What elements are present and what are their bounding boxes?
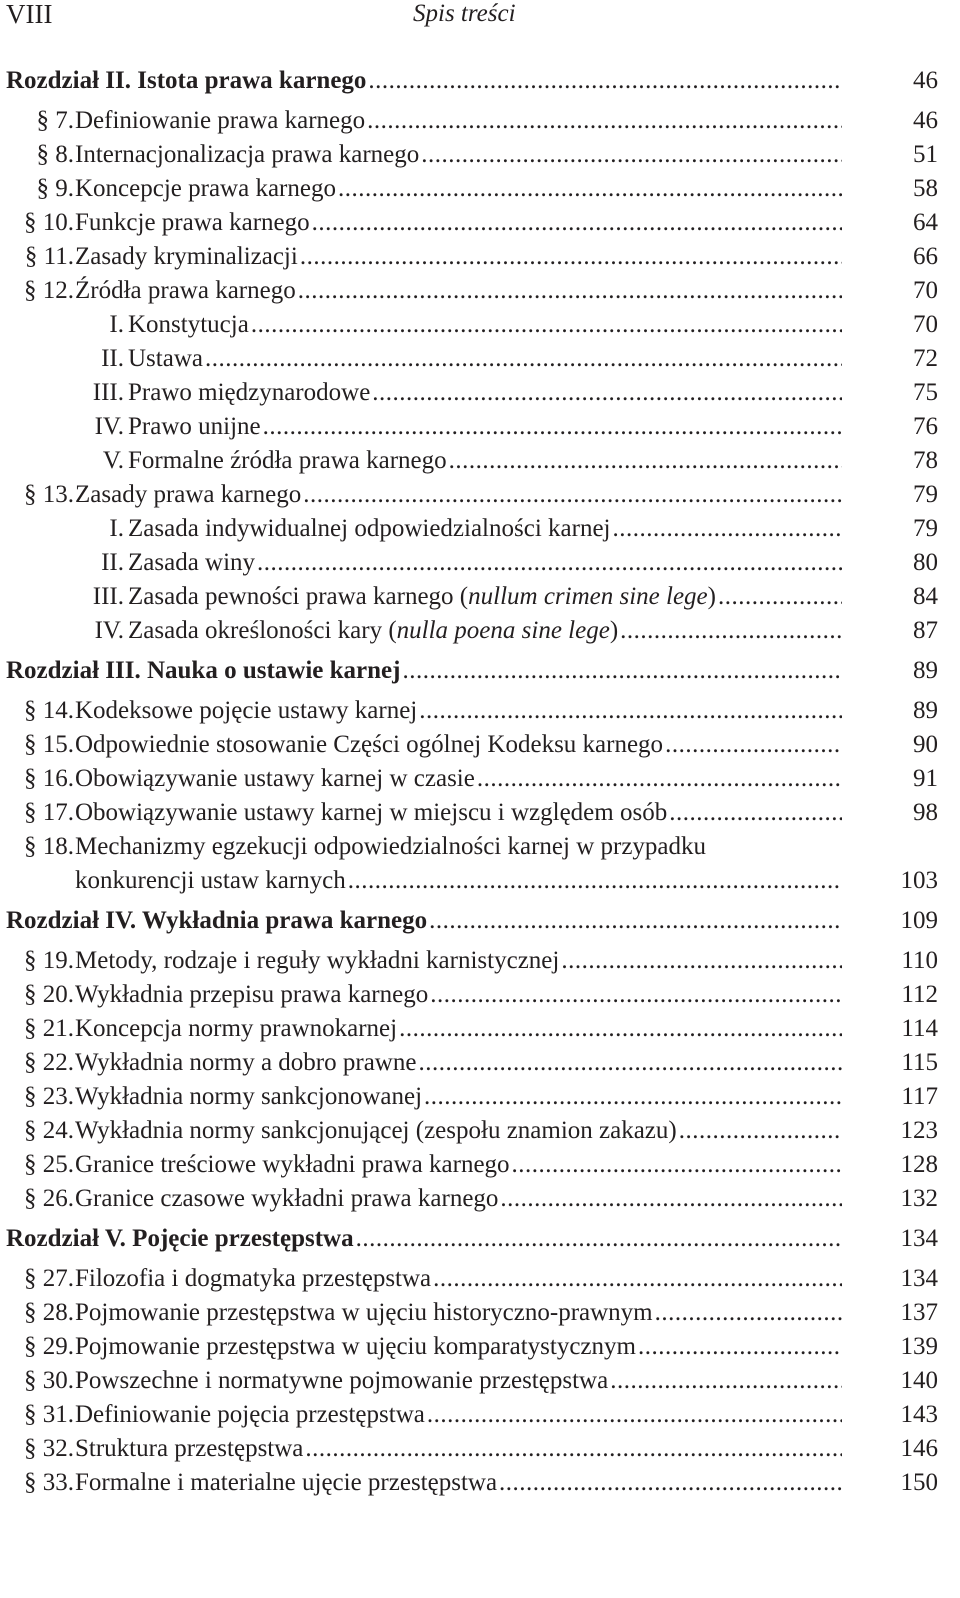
entry-title [128, 580, 716, 614]
page-reference: 115 [901, 1049, 938, 1076]
dot-leader [679, 1114, 842, 1148]
toc-section-entry [0, 728, 960, 762]
page-reference: 91 [913, 765, 938, 792]
entry-title [128, 614, 618, 648]
section-number: § 22. [24, 1049, 74, 1076]
toc-chapter-entry [0, 654, 960, 688]
dot-leader [638, 1330, 842, 1364]
section-number: § 26. [24, 1185, 74, 1212]
toc-subsection-entry [0, 614, 960, 648]
entry-title-text: Wykładnia normy sankcjonującej (zespołu znamion zakazu) [75, 1117, 677, 1144]
entry-title [75, 796, 667, 830]
entry-title-text: Źródła prawa karnego [75, 277, 296, 304]
section-number: § 9. [36, 175, 74, 202]
dot-leader [298, 274, 842, 308]
entry-title [128, 546, 255, 580]
entry-title [6, 654, 400, 688]
subsection-number: I. [109, 515, 124, 542]
page-reference: 76 [913, 413, 938, 440]
section-number: § 12. [24, 277, 74, 304]
entry-title-text: Koncepcje prawa karnego [75, 175, 336, 202]
toc-section-entry [0, 944, 960, 978]
page-reference: 51 [913, 141, 938, 168]
entry-title-text: Zasada pewności prawa karnego ( [128, 583, 469, 610]
entry-title-text: Filozofia i dogmatyka przestępstwa [75, 1265, 432, 1292]
entry-title-text: Definiowanie prawa karnego [75, 107, 366, 134]
section-number: § 24. [24, 1117, 74, 1144]
entry-title-text: Granice czasowe wykładni prawa karnego [75, 1185, 499, 1212]
entry-title-text: Odpowiednie stosowanie Części ogólnej Kodeksu karnego [75, 731, 664, 758]
toc-section-entry [0, 1080, 960, 1114]
entry-title-text: Obowiązywanie ustawy karnej w czasie [75, 765, 475, 792]
section-number: § 28. [24, 1299, 74, 1326]
dot-leader [500, 1182, 842, 1216]
entry-title [75, 172, 336, 206]
entry-title [75, 1262, 431, 1296]
dot-leader [421, 138, 842, 172]
subsection-number: V. [102, 447, 124, 474]
subsection-number: IV. [94, 413, 124, 440]
section-number: § 15. [24, 731, 74, 758]
page-reference: 87 [913, 617, 938, 644]
entry-title [75, 1148, 510, 1182]
toc-subsection-entry [0, 512, 960, 546]
toc-section-entry [0, 138, 960, 172]
entry-title-text: Rozdział V. Pojęcie przestępstwa [6, 1225, 354, 1252]
page-reference: 58 [913, 175, 938, 202]
entry-title [75, 1364, 608, 1398]
section-number: § 25. [24, 1151, 74, 1178]
entry-title-text: Prawo unijne [128, 413, 261, 440]
entry-title-text: Koncepcja normy prawnokarnej [75, 1015, 398, 1042]
dot-leader [348, 864, 842, 898]
entry-title [75, 206, 310, 240]
toc-subsection-entry [0, 444, 960, 478]
entry-title-text: Metody, rodzaje i reguły wykładni karnistycznej [75, 947, 560, 974]
page-reference: 89 [913, 697, 938, 724]
page-reference: 123 [900, 1117, 938, 1144]
subsection-number: IV. [94, 617, 124, 644]
entry-title-text: Internacjonalizacja prawa karnego [75, 141, 420, 168]
dot-leader [263, 410, 842, 444]
page-reference: 137 [900, 1299, 938, 1326]
toc-subsection-entry [0, 342, 960, 376]
dot-leader [449, 444, 842, 478]
section-number: § 7. [36, 107, 74, 134]
dot-leader [251, 308, 842, 342]
entry-title-text: Rozdział IV. Wykładnia prawa karnego [6, 907, 428, 934]
dot-leader [367, 104, 842, 138]
entry-title [75, 978, 428, 1012]
toc-section-entry [0, 978, 960, 1012]
entry-title [128, 512, 610, 546]
dot-leader [718, 580, 842, 614]
entry-title-text: Formalne i materialne ujęcie przestępstwa [75, 1469, 498, 1496]
page-reference: 70 [913, 311, 938, 338]
entry-title-text: Zasada winy [128, 549, 256, 576]
section-number: § 14. [24, 697, 74, 724]
page-reference: 79 [913, 515, 938, 542]
entry-title [75, 240, 298, 274]
section-number: § 11. [24, 243, 74, 270]
dot-leader [305, 1432, 842, 1466]
page-reference: 146 [900, 1435, 938, 1462]
entry-title-text: Zasada indywidualnej odpowiedzialności karnej [128, 515, 611, 542]
entry-title-text: Funkcje prawa karnego [75, 209, 310, 236]
page-reference: 143 [900, 1401, 938, 1428]
page-reference: 89 [913, 657, 938, 684]
toc-subsection-entry [0, 308, 960, 342]
page-reference: 114 [901, 1015, 938, 1042]
page-reference: 46 [913, 67, 938, 94]
section-number: § 18. [24, 833, 74, 860]
section-number: § 21. [24, 1015, 74, 1042]
toc-section-entry [0, 206, 960, 240]
page-reference: 134 [900, 1265, 938, 1292]
entry-title-text: Definiowanie pojęcia przestępstwa [75, 1401, 425, 1428]
toc-section-entry [0, 104, 960, 138]
section-number: § 19. [24, 947, 74, 974]
toc-section-entry [0, 1330, 960, 1364]
dot-leader [424, 1080, 842, 1114]
entry-title [75, 104, 365, 138]
subsection-number: II. [101, 549, 124, 576]
section-number: § 27. [24, 1265, 74, 1292]
entry-title [75, 1046, 416, 1080]
entry-title-text: Struktura przestępstwa [75, 1435, 304, 1462]
section-number: § 20. [24, 981, 74, 1008]
dot-leader [399, 1012, 842, 1046]
entry-title [75, 762, 475, 796]
page-reference: 132 [900, 1185, 938, 1212]
section-number: § 13. [24, 481, 74, 508]
dot-leader [665, 728, 842, 762]
subsection-number: III. [92, 583, 124, 610]
entry-title [128, 376, 370, 410]
entry-title [75, 1182, 498, 1216]
entry-title-text: Zasada określoności kary ( [128, 617, 397, 644]
entry-title [75, 1114, 677, 1148]
dot-leader [303, 478, 842, 512]
entry-title [75, 728, 663, 762]
entry-title [128, 444, 447, 478]
dot-leader [620, 614, 842, 648]
dot-leader [419, 694, 842, 728]
running-title: Spis treści [413, 0, 516, 27]
toc-section-entry [0, 240, 960, 274]
entry-title [75, 944, 559, 978]
dot-leader [610, 1364, 842, 1398]
toc-section-entry [0, 172, 960, 206]
page-header [0, 0, 960, 34]
entry-title [6, 904, 427, 938]
subsection-number: III. [92, 379, 124, 406]
toc-chapter-entry [0, 904, 960, 938]
dot-leader [368, 64, 842, 98]
page-reference: 139 [900, 1333, 938, 1360]
dot-leader [372, 376, 842, 410]
subsection-number: I. [109, 311, 124, 338]
toc-subsection-entry [0, 410, 960, 444]
toc-section-entry [0, 1046, 960, 1080]
page-reference: 72 [913, 345, 938, 372]
entry-title [75, 1080, 422, 1114]
dot-leader [655, 1296, 842, 1330]
page-reference: 78 [913, 447, 938, 474]
entry-title-close: ) [707, 583, 716, 610]
dot-leader [512, 1148, 842, 1182]
toc-section-entry [0, 762, 960, 796]
page-reference: 134 [900, 1225, 938, 1252]
toc-subsection-entry [0, 376, 960, 410]
page-reference: 103 [900, 867, 938, 894]
entry-title-text: Rozdział III. Nauka o ustawie karnej [6, 657, 401, 684]
entry-title [75, 1296, 653, 1330]
section-number: § 33. [24, 1469, 74, 1496]
dot-leader [430, 978, 842, 1012]
section-number: § 29. [24, 1333, 74, 1360]
entry-title-latin: nulla poena sine lege [396, 617, 610, 644]
dot-leader [477, 762, 842, 796]
section-number: § 32. [24, 1435, 74, 1462]
entry-title [6, 1222, 354, 1256]
dot-leader [402, 654, 842, 688]
entry-title [75, 694, 417, 728]
page-reference: 112 [901, 981, 938, 1008]
subsection-number: II. [101, 345, 124, 372]
page-reference: 75 [913, 379, 938, 406]
toc-subsection-entry [0, 580, 960, 614]
entry-title [75, 274, 296, 308]
page-reference: 70 [913, 277, 938, 304]
entry-title-latin: nullum crimen sine lege [468, 583, 708, 610]
entry-title [75, 1330, 636, 1364]
section-number: § 8. [36, 141, 74, 168]
entry-title-text: Granice treściowe wykładni prawa karnego [75, 1151, 510, 1178]
dot-leader [356, 1222, 842, 1256]
dot-leader [427, 1398, 842, 1432]
entry-title-text: Obowiązywanie ustawy karnej w miejscu i względem osób [75, 799, 668, 826]
table-of-contents [0, 64, 960, 1500]
entry-title [75, 1432, 303, 1466]
page-reference: 66 [913, 243, 938, 270]
toc-section-entry [0, 1398, 960, 1432]
page-reference: 79 [913, 481, 938, 508]
entry-title [128, 410, 261, 444]
entry-title-text: Wykładnia normy a dobro prawne [75, 1049, 417, 1076]
entry-title-text: Wykładnia przepisu prawa karnego [75, 981, 429, 1008]
page-reference: 128 [900, 1151, 938, 1178]
toc-section-entry [0, 1262, 960, 1296]
dot-leader [205, 342, 842, 376]
entry-title [128, 308, 249, 342]
section-number: § 16. [24, 765, 74, 792]
entry-title [75, 478, 301, 512]
page-reference: 46 [913, 107, 938, 134]
entry-title-close: ) [609, 617, 619, 644]
page-reference: 109 [900, 907, 938, 934]
toc-section-entry [0, 1012, 960, 1046]
section-number: § 31. [24, 1401, 74, 1428]
dot-leader [312, 206, 842, 240]
entry-title-text: Konstytucja [128, 311, 249, 338]
page-reference: 140 [900, 1367, 938, 1394]
section-number: § 10. [24, 209, 74, 236]
page-reference: 117 [901, 1083, 938, 1110]
entry-title-text: Ustawa [128, 345, 203, 372]
toc-section-entry [0, 1114, 960, 1148]
entry-title [75, 138, 419, 172]
dot-leader [669, 796, 842, 830]
page-number: VIII [6, 0, 53, 29]
dot-leader [429, 904, 842, 938]
toc-section-entry [0, 1148, 960, 1182]
toc-chapter-entry [0, 64, 960, 98]
entry-title [75, 1466, 497, 1500]
toc-subsection-entry [0, 546, 960, 580]
entry-title [75, 1398, 425, 1432]
toc-section-entry [0, 1364, 960, 1398]
toc-chapter-entry [0, 1222, 960, 1256]
entry-title-text: Prawo międzynarodowe [128, 379, 371, 406]
entry-title-text: Powszechne i normatywne pojmowanie przestępstwa [75, 1367, 609, 1394]
toc-section-entry [0, 1432, 960, 1466]
dot-leader [433, 1262, 842, 1296]
dot-leader [561, 944, 842, 978]
page-reference: 110 [901, 947, 938, 974]
page-reference: 80 [913, 549, 938, 576]
section-number: § 30. [24, 1367, 74, 1394]
section-number: § 23. [24, 1083, 74, 1110]
toc-section-entry [0, 796, 960, 830]
toc-section-entry [0, 694, 960, 728]
section-number: § 17. [24, 799, 74, 826]
entry-title [128, 342, 203, 376]
entry-title-text: Zasady kryminalizacji [75, 243, 298, 270]
entry-title-text: Rozdział II. Istota prawa karnego [6, 67, 367, 94]
toc-section-entry [0, 274, 960, 308]
entry-title-text: Zasady prawa karnego [75, 481, 302, 508]
entry-title-text: Kodeksowe pojęcie ustawy karnej [75, 697, 418, 724]
dot-leader [257, 546, 842, 580]
toc-section-entry [0, 1466, 960, 1500]
dot-leader [300, 240, 842, 274]
entry-title-continued: konkurencji ustaw karnych [75, 867, 346, 894]
dot-leader [418, 1046, 842, 1080]
page-reference: 150 [900, 1469, 938, 1496]
entry-title: Mechanizmy egzekucji odpowiedzialności karnej w przypadku [75, 833, 707, 860]
page-reference: 98 [913, 799, 938, 826]
entry-title-text: Wykładnia normy sankcjonowanej [75, 1083, 423, 1110]
entry-title-text: Pojmowanie przestępstwa w ujęciu historyczno-prawnym [75, 1299, 653, 1326]
page-reference: 90 [913, 731, 938, 758]
entry-title-text: Formalne źródła prawa karnego [128, 447, 447, 474]
page-reference: 64 [913, 209, 938, 236]
dot-leader [499, 1466, 842, 1500]
toc-section-entry [0, 478, 960, 512]
dot-leader [338, 172, 842, 206]
page-reference: 84 [913, 583, 938, 610]
dot-leader [612, 512, 842, 546]
toc-section-entry [0, 1182, 960, 1216]
toc-section-entry [0, 1296, 960, 1330]
entry-title [6, 64, 366, 98]
entry-title-text: Pojmowanie przestępstwa w ujęciu komparatystycznym [75, 1333, 636, 1360]
entry-title [75, 1012, 397, 1046]
toc-section-entry [0, 830, 960, 898]
